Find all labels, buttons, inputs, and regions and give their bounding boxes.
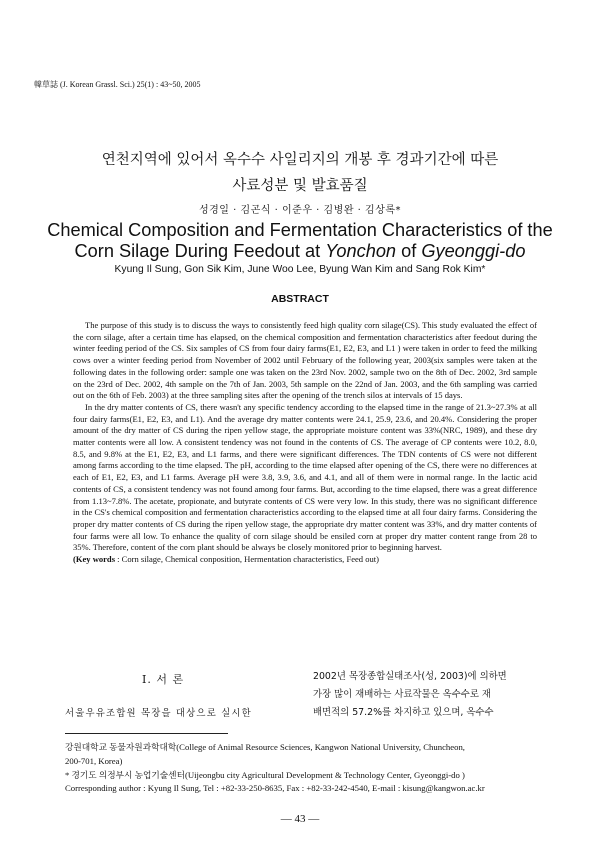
abstract-body: [73, 320, 537, 566]
abstract-paragraph-1: The purpose of this study is to discuss the ways to consistently feed high quality corn silage(CS). This study evaluated the effect of the corn silage, after a certain time has elapsed, on the chemical composition and fermentation characteristics after feedout during the winter feeding period of the CS. Six samples of CS from four dairy farms(E1, E2, E3, and L1 ) were taken in order to feed the milking cows over a winter feeding period from November of 2002 until February of the following year, 2003(six samples were taken at the following dates in the following order: sample one was taken on the 23rd Nov. 2002, sample two on the 8th of Dec. 2002, 3rd sample on the 23rd of Dec. 2002, 4th sample on the 7th of Jan. 2003, 5th sample on the 22nd of Jan. 2003, and the 6th sampling was carried out on the 6th of Feb. 2003) at the three sampling sites after the opening of the trench silos at intervals of 15 days.: [73, 320, 537, 401]
english-title-line-2: [0, 241, 600, 262]
abstract-heading: ABSTRACT: [271, 293, 329, 305]
footnote-line: 강원대학교 동물자원과학대학(College of Animal Resource Sciences, Kangwon National University, Chuncheon,: [65, 742, 465, 752]
footnote-line: * 경기도 의정부시 농업기술센터(Uijeongbu city Agricultural Development & Technology Center, Gyeonggi-do ): [65, 769, 465, 780]
page-number: — 43 —: [280, 813, 320, 825]
english-title-line-1: Chemical Composition and Fermentation Characteristics of the: [47, 220, 553, 240]
footnote-line: Corresponding author : Kyung Il Sung, Tel : +82-33-250-8635, Fax : +82-33-242-4540, E-mail : kisung@kangwon.ac.kr: [65, 783, 485, 794]
english-title-of: of: [396, 241, 422, 261]
footnote-divider: [65, 733, 228, 734]
abstract-paragraph-2: In the dry matter contents of CS, there wasn't any specific tendency according to the elapsed time in the range of 21.3~27.3% at all four dairy farms(E1, E2, E3, and L1). And the average dry matter contents were 24.1, 25.9, 23.6, and 20.4%. Considering the proper amount of the dry matter of CS during the ripen yellow stage, the appropriate moisture content was 33%(NRC, 1989), and these dry matter contents were all low. A consistent tendency was not found in the contents of CS. The average of CP contents were 10.2, 8.0, 8.5, and 9.8% at the E1, E2, E3, and L1 farms, and there were significant differences. The TDN contents of CS were not different among farms according to the time elapsed. The pH, according to the time elapsed after opening of the CS, there were no differences at each of E1, E2, E3, and L1 farms. Average pH were 3.8, 3.9, 3.6, and 4.1, and all of them were in normal range. In the lactic acid contents of CS, a consistent tendency was not found among four farms. But, according to the time elapsed, there was a great difference from 1.13~7.8%. The acetate, propionate, and butyrate contents of CS were very low. In this study, there was no significant difference in the CS's chemical composition and fermentation characteristics according to the elapsed time at all four dairy farms. Considering the proper dry matter contents of CS during the ripen yellow stage, the appropriate dry matter content was 33%, and dry matter contents of four farms were all low. To enhance the quality of corn silage should be ensiled corn at proper dry matter content range from 28 to 35%. Therefore, content of the corn plant should be always be closely monitored prior to beginning harvest.: [73, 401, 537, 553]
keywords-text: : Corn silage, Chemical conposition, Hermentation characteristics, Feed out): [115, 554, 379, 565]
left-column-text: 서울우유조합원 목장을 대상으로 실시한: [65, 708, 252, 719]
journal-reference: 韓草誌 (J. Korean Grassl. Sci.) 25(1) : 43~50, 2005: [34, 80, 201, 89]
keywords-label: (Key words: [73, 554, 116, 565]
korean-authors: 성경일 · 김곤식 · 이준우 · 김병완 · 김상록*: [198, 205, 402, 216]
english-title-place-2: Gyeonggi-do: [421, 241, 526, 261]
english-title-prefix: Corn Silage During Feedout at: [74, 241, 326, 261]
right-column-line: 가장 많이 재배하는 사료작물은 옥수수로 재: [313, 689, 491, 700]
right-column-text: [313, 668, 539, 722]
right-column-line: 배면적의 57.2%를 차지하고 있으며, 옥수수: [313, 707, 494, 718]
section-heading: Ⅰ. 서 론: [142, 673, 185, 686]
footnote-line: 200-701, Korea): [65, 755, 123, 766]
english-authors: Kyung Il Sung, Gon Sik Kim, June Woo Lee, Byung Wan Kim and Sang Rok Kim*: [114, 264, 486, 275]
footnotes: [65, 741, 545, 796]
korean-title-line-1: 연천지역에 있어서 옥수수 사일리지의 개봉 후 경과기간에 따른: [101, 152, 499, 168]
keywords: [73, 554, 537, 566]
right-column-line: 2002년 목장종합실태조사(성, 2003)에 의하면: [313, 671, 507, 682]
english-title-place-1: Yonchon: [325, 241, 397, 261]
korean-title-line-2: 사료성분 및 발효품질: [232, 178, 368, 194]
